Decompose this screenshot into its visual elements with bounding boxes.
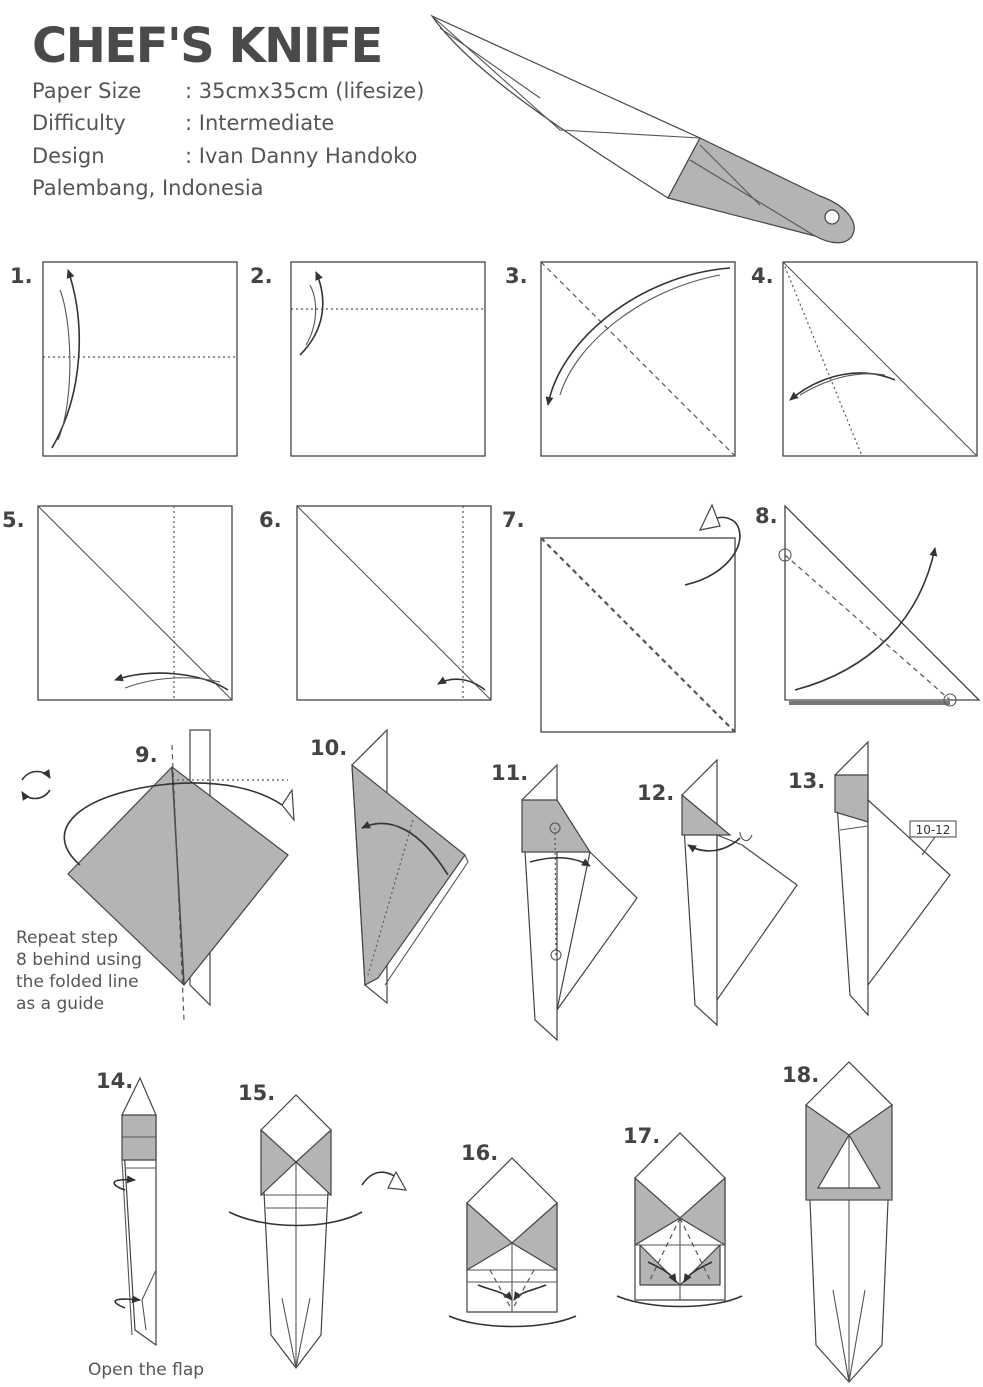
step-6-diagram <box>297 506 491 700</box>
step-number: 2. <box>250 264 273 288</box>
step-9-note: as a guide <box>16 994 105 1014</box>
finished-knife-illustration <box>432 16 854 243</box>
step-7-diagram <box>541 505 740 732</box>
step-4-diagram <box>783 262 977 456</box>
step-9-note: Repeat step <box>16 928 119 948</box>
step-13-diagram <box>835 742 956 1015</box>
info-label: Paper Size <box>32 79 142 103</box>
step-11-diagram <box>522 765 637 1040</box>
step-9-diagram <box>16 730 294 1020</box>
step-9-note: 8 behind using <box>16 950 142 970</box>
info-label: Design <box>32 144 105 168</box>
step-2-diagram <box>291 262 485 456</box>
info-value: : Ivan Danny Handoko <box>185 144 418 168</box>
step-number: 5. <box>2 508 25 532</box>
step-3-diagram <box>541 262 735 456</box>
step-number: 7. <box>502 508 525 532</box>
step-number: 1. <box>10 264 33 288</box>
info-location-text: Palembang, Indonesia <box>32 176 264 200</box>
step-number: 10. <box>310 736 348 760</box>
step-number: 13. <box>788 769 826 793</box>
step-13-reference: 10-12 <box>915 823 951 837</box>
step-number: 14. <box>96 1069 134 1093</box>
info-label: Difficulty <box>32 111 126 135</box>
step-14-diagram <box>88 1078 204 1380</box>
step-12-diagram <box>682 760 797 1025</box>
step-5-diagram <box>38 506 232 700</box>
step-number: 16. <box>461 1141 499 1165</box>
step-14-note: Open the flap <box>88 1360 205 1380</box>
page-title: CHEF'S KNIFE <box>32 18 382 74</box>
step-10-diagram <box>352 730 468 1003</box>
step-1-diagram <box>43 262 237 456</box>
step-number: 17. <box>623 1124 661 1148</box>
step-number: 9. <box>135 743 158 767</box>
info-value: : 35cmx35cm (lifesize) <box>185 79 425 103</box>
step-number: 3. <box>505 264 528 288</box>
step-number: 8. <box>755 504 778 528</box>
step-18-diagram <box>806 1062 892 1382</box>
step-number: 4. <box>751 264 774 288</box>
info-value: : Intermediate <box>185 111 335 135</box>
step-number: 15. <box>238 1081 276 1105</box>
step-8-diagram <box>779 506 979 706</box>
step-17-diagram <box>617 1133 742 1307</box>
step-number: 18. <box>782 1063 820 1087</box>
step-15-diagram <box>229 1095 406 1368</box>
step-16-diagram <box>449 1158 576 1327</box>
step-9-note: the folded line <box>16 972 139 992</box>
step-number: 11. <box>491 761 529 785</box>
step-number: 6. <box>259 508 282 532</box>
step-number: 12. <box>637 781 675 805</box>
